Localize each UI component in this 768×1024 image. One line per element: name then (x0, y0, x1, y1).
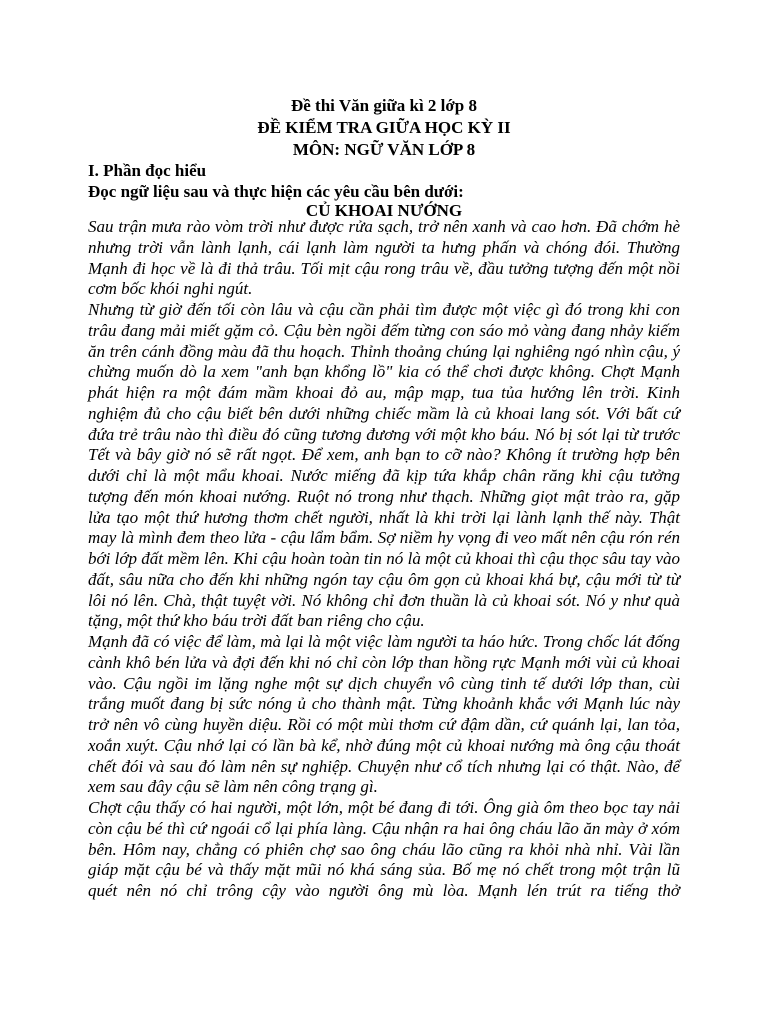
story-paragraph: Sau trận mưa rào vòm trời như được rửa sạch, trở nên xanh và cao hơn. Đã chớm hè nhưng trời vẫn lành lạnh, cái lạnh làm người ta hưng phấn và chóng đói. Thường Mạnh đi học về là đi thả trâu. Tối mịt cậu rong trâu về, đầu tưởng tượng đến một nồi cơm bốc khói nghi ngút. (88, 217, 680, 299)
subject-title: MÔN: NGỮ VĂN LỚP 8 (292, 140, 476, 159)
document-title: Đề thi Văn giữa kì 2 lớp 8 (290, 96, 478, 115)
story-paragraph: Mạnh đã có việc để làm, mà lại là một việc làm người ta háo hức. Trong chốc lát đống cành khô bén lửa và đợi đến khi nó chỉ còn lớp than hồng rực Mạnh mới vùi củ khoai vào. Cậu ngồi im lặng nghe một sự dịch chuyển vô cùng tinh tế dưới lớp than, cùi trắng muốt đang bị sức nóng ủ cho thành mật. Từng khoảnh khắc với Mạnh lúc này trở nên vô cùng huyền diệu. Rồi có một mùi thơm cứ đậm dần, cứ quánh lại, lan tỏa, xoắn xuýt. Cậu nhớ lại có lần bà kể, nhờ đúng một củ khoai nướng mà ông cậu thoát chết đói và sau đó làm nên sự nghiệp. Chuyện như cổ tích nhưng lại có thật. Nào, để xem sau đây cậu sẽ làm nên công trạng gì. (88, 632, 680, 797)
instruction-text: Đọc ngữ liệu sau và thực hiện các yêu cầu bên dưới: (88, 182, 464, 201)
section-heading: I. Phần đọc hiểu (88, 161, 207, 180)
story-body (88, 217, 680, 902)
story-paragraph: Nhưng từ giờ đến tối còn lâu và cậu cần phải tìm được một việc gì đó trong khi con trâu đang mải miết gặm cỏ. Cậu bèn ngồi đếm từng con sáo mỏ vàng đang nhảy kiếm ăn trên cánh đồng màu đã thu hoạch. Thỉnh thoảng chúng lại nghiêng ngó nhìn cậu, ý chừng muốn dò la xem "anh bạn khổng lồ" kia có thể chơi được không. Chợt Mạnh phát hiện ra một đám mầm khoai đỏ au, mập mạp, tua tủa hướng lên trời. Kinh nghiệm đủ cho cậu biết bên dưới những chiếc mầm là củ khoai lang sót. Với bất cứ đứa trẻ trâu nào thì điều đó cũng tương đương với một kho báu. Nó bị sót lại từ trước Tết và bây giờ nó sẽ rất ngọt. Để xem, anh bạn to cỡ nào? Không ít trường hợp bên dưới chỉ là một mẩu khoai. Nước miếng đã kịp tứa khắp chân răng khi cậu tưởng tượng đến món khoai nướng. Ruột nó trong như thạch. Những giọt mật trào ra, gặp lửa tạo một thứ hương thơm chết người, nhất là khi trời lại lành lạnh thế này. Thật may là mình đem theo lửa - cậu lẩm bẩm. Sợ niềm hy vọng đi veo mất nên cậu rón rén bới lớp đất mềm lên. Khi cậu hoàn toàn tin nó là một củ khoai thì cậu thọc sâu tay vào đất, sâu nữa cho đến khi những ngón tay cậu ôm gọn củ khoai khá bự, cậu mới từ từ lôi nó lên. Chà, thật tuyệt vời. Nó không chỉ đơn thuần là củ khoai sót. Nó y như quà tặng, một thứ kho báu trời đất ban riêng cho cậu. (88, 300, 680, 631)
story-paragraph: Chợt cậu thấy có hai người, một lớn, một bé đang đi tới. Ông già ôm theo bọc tay nải còn cậu bé thì cứ ngoái cổ lại phía làng. Cậu nhận ra hai ông cháu lão ăn mày ở xóm bên. Hôm nay, chẳng có phiên chợ sao ông cháu lão cũng ra khỏi nhà nhỉ. Vài lần giáp mặt cậu bé và thấy mặt mũi nó khá sáng sủa. Bố mẹ nó chết trong một trận lũ quét nên nó chỉ trông cậy vào người ông mù lòa. Mạnh lén trút ra tiếng thở (88, 798, 680, 900)
exam-title: ĐỀ KIỂM TRA GIỮA HỌC KỲ II (257, 118, 511, 137)
story-title: CỦ KHOAI NƯỚNG (305, 201, 463, 220)
